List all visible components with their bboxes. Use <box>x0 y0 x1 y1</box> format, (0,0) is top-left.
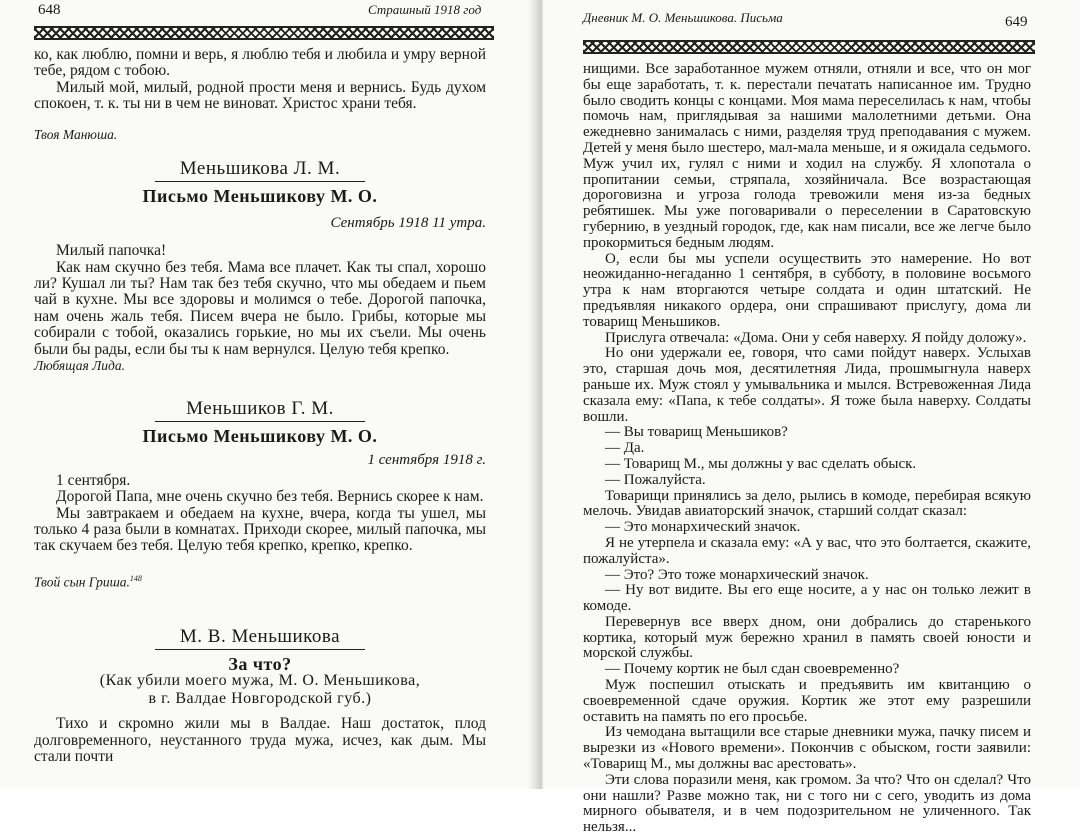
section2-rule <box>155 421 365 422</box>
intro-signature: Твоя Манюша. <box>34 126 118 142</box>
section2-title: Письмо Меньшикову М. О. <box>142 425 378 446</box>
right-paragraph: — Это монархический значок. <box>605 519 801 536</box>
right-paragraph: Но они удержали ее, говоря, что сами пойдут наверх. Услыхав это, старшая дочь моя, десятилетняя Лида, прошмыгнула наверх раньше их. Муж стоял у умывальника и мылся. Встревоженная Лида сказала ему: «Папа, к тебе солдаты». Я тоже была наверху. Солдаты вошли. <box>583 345 1031 425</box>
section2-signature: Твой сын Гриша. <box>34 574 130 590</box>
right-paragraph: — Почему кортик не был сдан своевременно? <box>605 661 900 678</box>
right-page <box>543 0 1080 836</box>
right-paragraph: Муж поспешил отыскать и предъявить им квитанцию о своевременной сдаче оружия. Кортик же этот ему разрешили оставить на память по его просьбе. <box>583 677 1031 725</box>
section3-subtitle-line2: в г. Валдае Новгородской губ.) <box>148 690 372 708</box>
section1-body: Как нам скучно без тебя. Мама все плачет. Как ты спал, хорошо ли? Кушал ли ты? Нам так без тебя скучно, что мы обедаем и пьем чай в кухне. Мы все здоровы и молимся о тебе. Дорогой папочка, нам очень жаль тебя. Писем вчера не было. Грибы, которые мы собирали с тобой, оказались горькие, но мы их съели. Мы очень были бы рады, если бы ты к нам вернулся. Целую тебя крепко. <box>34 258 486 358</box>
footnote-reference: 148 <box>129 573 142 583</box>
right-paragraph: Прислуга отвечала: «Дома. Они у себя наверху. Я пойду доложу». <box>605 329 1027 346</box>
right-paragraph: — Товарищ М., мы должны у вас сделать обыск. <box>605 455 917 472</box>
section1-date: Сентябрь 1918 11 утра. <box>330 214 486 231</box>
section3-author: М. В. Меньшикова <box>179 625 341 647</box>
right-paragraph: Перевернув все вверх дном, они добрались до старенького кортика, который муж бережно хранил в память своей юности и морской службы. <box>583 613 1031 662</box>
section3-title: За что? <box>228 654 292 675</box>
section1-greeting: Милый папочка! <box>56 242 167 260</box>
section2-author: Меньшиков Г. М. <box>186 397 334 419</box>
right-paragraph: — Да. <box>605 440 645 457</box>
section2-date: 1 сентября 1918 г. <box>367 452 486 469</box>
section1-rule <box>155 181 365 182</box>
section3-subtitle-line1: (Как убили моего мужа, М. О. Меньшикова, <box>99 672 421 690</box>
intro-paragraph-1: ко, как люблю, помни и верь, я люблю тебя и любила и умру верной тебе, рядом с тобою. <box>34 46 486 80</box>
right-running-head: Дневник М. О. Меньшикова. Письма <box>583 10 783 25</box>
section2-para2: Мы завтракаем и обедаем на кухне, вчера, когда ты ушел, мы только 4 раза были в комнатах. Приходи скорее, милый папочка, мы так скучаем без тебя. Целую тебя крепко, крепко, крепко. <box>34 504 486 555</box>
right-paragraph: О, если бы мы успели осуществить это намерение. Но вот неожиданно-негаданно 1 сентября, в субботу, в половине восьмого утра к нам вторгаются четыре солдата и один штатский. Не предъявляя никакого ордера, они спрашивают прислугу, дома ли товарищ Меньшиков. <box>583 250 1031 330</box>
right-paragraph: — Это? Это тоже монархический значок. <box>605 566 869 583</box>
section1-title: Письмо Меньшикову М. О. <box>142 186 378 207</box>
left-running-head: Страшный 1918 год <box>368 2 482 17</box>
section2-line1: 1 сентября. <box>56 471 131 489</box>
section2-para1: Дорогой Папа, мне очень скучно без тебя. Вернись скорее к нам. <box>56 488 484 506</box>
right-paragraph: — Вы товарищ Меньшиков? <box>605 424 788 441</box>
right-paragraph: Из чемодана вытащили все старые дневники мужа, пачку писем и вырезки из «Нового времени». Покончив с обыском, гости заявили: «Товарищ М., мы должны вас арестовать». <box>583 724 1031 773</box>
right-paragraph: нищими. Все заработанное мужем отняли, отняли и все, что он мог бы еще заработать, т. к. перестали печатать написанное им. Трудно было сводить концы с концами. Моя мама переселилась к нам, чтобы помочь нам, приглядывая за нашими малолетними детьми. Она ежедневно занималась с ними, разделяя труд преподавания с мужем. Детей у меня было шестеро, мал-мала меньше, и я ожидала седьмого. Муж учил их, гулял с ними и ходил на службу. Я хлопотала о пропитании семьи, стряпала, хозяйничала. Все возрастающая дороговизна и угроза голода тревожили меня из-за бедных ребятишек. Мы уже поговаривали о переселении в Саратовскую губернию, в уездный городок, где, как нам писали, все же легче было прокормиться бедным людям. <box>583 61 1031 251</box>
intro-paragraph-2: Милый мой, милый, родной прости меня и вернись. Будь духом спокоен, т. к. ты ни в чем не виноват. Христос храни тебя. <box>34 78 486 113</box>
right-paragraph: Я не утерпела и сказала ему: «А у вас, что это болтается, скажите, пожалуйста». <box>583 534 1031 567</box>
left-page-number: 648 <box>38 2 61 18</box>
section3-rule <box>155 649 365 650</box>
right-paragraph: Эти слова поразили меня, как громом. За что? Что он сделал? Что они нашли? Разве можно так, ни с того ни с сего, уводить из дома мирного обывателя, и в чем подозрительном не уличенного. Так нельзя... <box>583 771 1031 836</box>
section3-para1: Тихо и скромно жили мы в Валдае. Наш достаток, плод долговременного, неустанного труда мужа, исчез, как дым. Мы стали почти <box>34 715 486 766</box>
left-page <box>0 0 537 789</box>
left-page-body <box>34 47 486 766</box>
right-page-number: 649 <box>1005 14 1028 30</box>
section1-signature: Любящая Лида. <box>34 358 125 374</box>
section1-author: Меньшикова Л. М. <box>179 158 341 180</box>
right-paragraph: Товарищи принялись за дело, рылись в комоде, перебирая всякую мелочь. Увидав авиаторский значок, старший солдат сказал: <box>583 487 1031 520</box>
right-paragraph: — Пожалуйста. <box>605 471 706 488</box>
right-header-ornament <box>583 40 1035 54</box>
right-paragraph: — Ну вот видите. Вы его еще носите, а у нас он только лежит в комоде. <box>583 582 1031 615</box>
left-header-ornament <box>34 26 494 40</box>
right-page-body <box>583 62 1031 836</box>
